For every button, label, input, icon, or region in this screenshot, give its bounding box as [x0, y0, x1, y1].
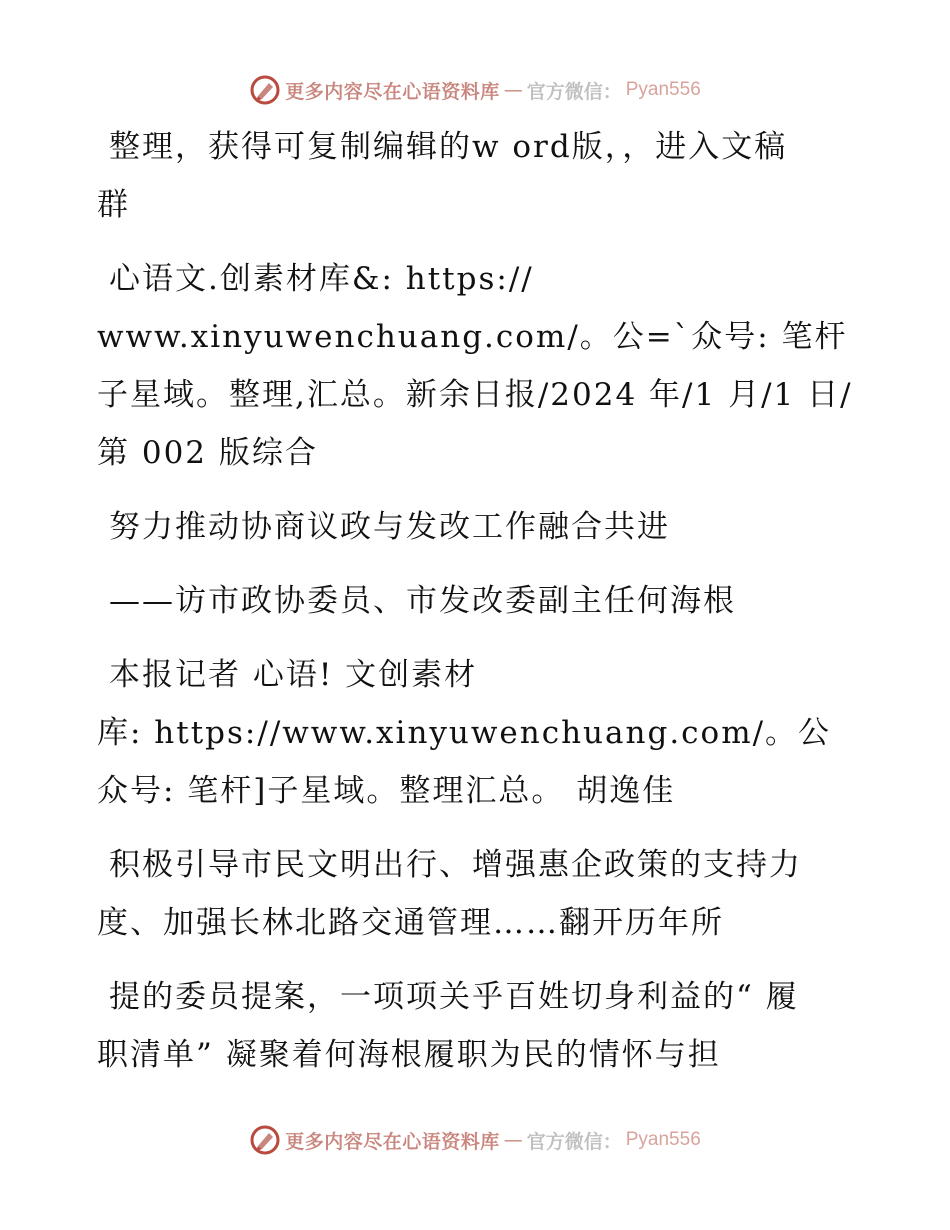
- footer-banner: [0, 1120, 950, 1160]
- banner-official-label: 官方微信：: [526, 80, 622, 103]
- paragraph-first-line: 本报记者 心语! 文创素材: [109, 657, 478, 693]
- paragraph: [97, 118, 857, 234]
- header-banner: [0, 70, 950, 110]
- paragraph-rest: www.xinyuwenchuang.com/。公=`众号: 笔杆子星域。整理,汇总。新余日报/2024 年/1 月/1 日/第 002 版综合: [97, 319, 853, 471]
- banner-wechat-id: Pyan556: [625, 79, 701, 100]
- pen-logo-icon: [249, 1124, 281, 1156]
- banner-slogan: 更多内容尽在心语资料库: [285, 80, 500, 103]
- byline: [97, 646, 857, 820]
- banner-separator: —: [503, 1129, 523, 1151]
- paragraph-first-line: 整理，获得可复制编辑的w ord版，，进入文稿: [109, 129, 788, 165]
- paragraph-rest: 库: https://www.xinyuwenchuang.com/。公众号: 笔杆]子星域。整理汇总。 胡逸佳: [97, 715, 832, 809]
- pen-logo-icon: [249, 74, 281, 106]
- paragraph-first-line: 提的委员提案，一项项关乎百姓切身利益的“ 履: [109, 979, 799, 1015]
- banner-wechat-id: Pyan556: [625, 1129, 701, 1150]
- paragraph-first-line: 积极引导市民文明出行、增强惠企政策的支持力: [109, 847, 802, 883]
- paragraph-first-line: ——访市政协委员、市发改委副主任何海根: [109, 583, 736, 619]
- paragraph-first-line: 心语文.创素材库&: https://: [109, 261, 534, 297]
- paragraph-rest: 群: [97, 187, 130, 223]
- document-body: [97, 118, 857, 1100]
- paragraph: [97, 968, 857, 1084]
- paragraph-rest: 职清单” 凝聚着何海根履职为民的情怀与担: [97, 1037, 721, 1073]
- paragraph: [97, 250, 857, 482]
- banner-separator: —: [503, 79, 523, 101]
- article-title: [97, 498, 857, 556]
- banner-official-label: 官方微信：: [526, 1130, 622, 1153]
- banner-slogan: 更多内容尽在心语资料库: [285, 1130, 500, 1153]
- paragraph: [97, 836, 857, 952]
- paragraph-first-line: 努力推动协商议政与发改工作融合共进: [109, 509, 670, 545]
- paragraph-rest: 度、加强长林北路交通管理……翻开历年所: [97, 905, 724, 941]
- article-subtitle: [97, 572, 857, 630]
